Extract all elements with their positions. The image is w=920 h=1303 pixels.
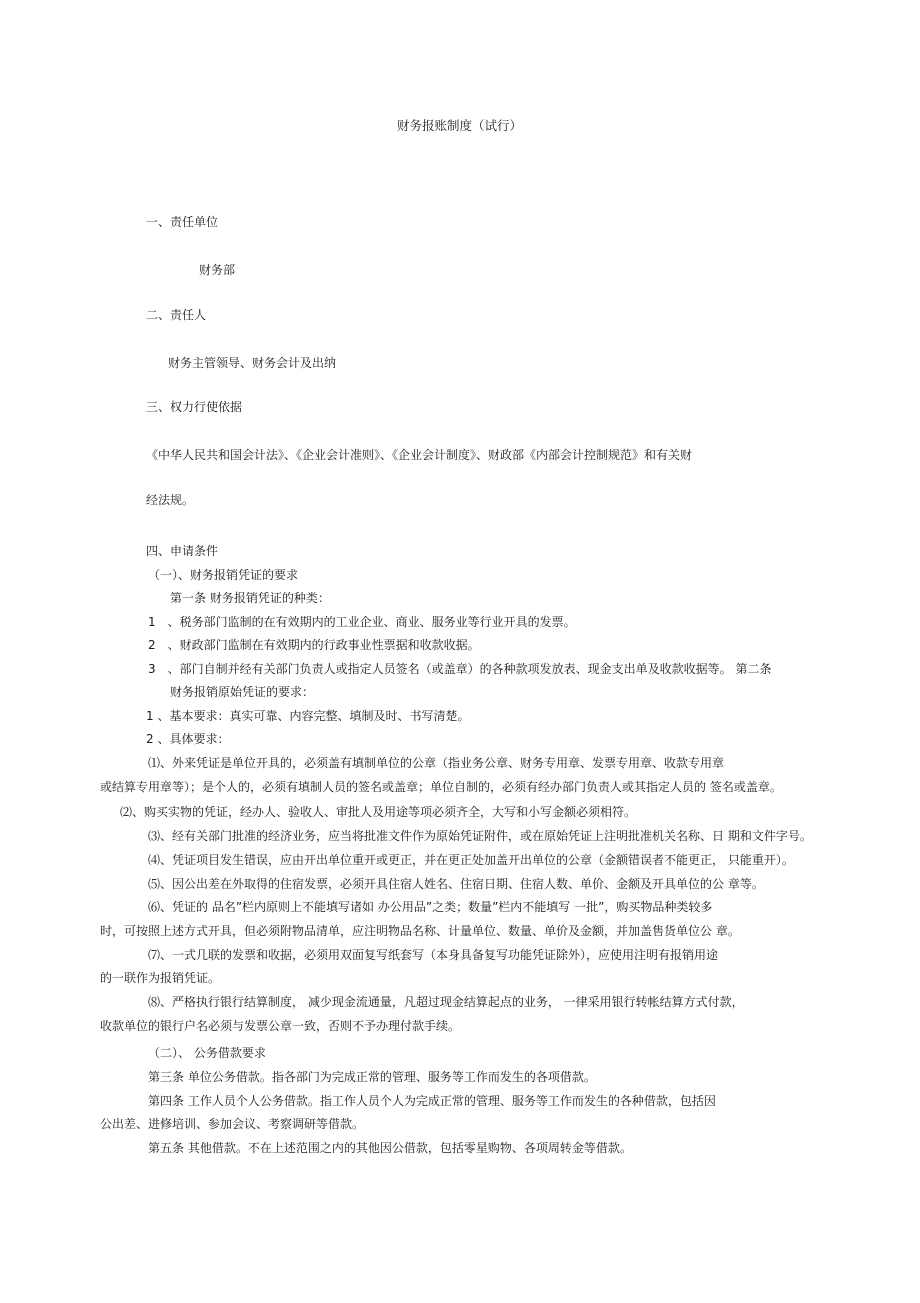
- section-heading-responsible-person: 二、责任人: [146, 308, 207, 322]
- article-3: 第三条 单位公务借款。指各部门为完成正常的管理、服务等工作而发生的各项借款。: [148, 1070, 596, 1084]
- requirement-1-line2: 或结算专用章等）；是个人的，必须有填制人员的签名或盖章；单位自制的，必须有经办部门负责人或其指定人员的 签名或盖章。: [100, 780, 782, 794]
- requirement-7-line1: ⑺、一式几联的发票和收据，必须用双面复写纸套写（本身具备复写功能凭证除外），应使用注明有报销用途: [148, 948, 719, 962]
- requirement-3: ⑶、经有关部门批准的经济业务，应当将批准文件作为原始凭证附件，或在原始凭证上注明批准机关名称、日 期和文件字号。: [148, 829, 812, 843]
- requirement-4: ⑷、凭证项目发生错误，应由开出单位重开或更正，并在更正处加盖开出单位的公章（金额错误者不能更正， 只能重开）。: [148, 853, 794, 867]
- section-body-legal-basis-line2: 经法规。: [146, 493, 195, 507]
- article-5: 第五条 其他借款。不在上述范围之内的其他因公借款，包括零星购物、各项周转金等借款。: [148, 1141, 632, 1155]
- requirement-7-line2: 的一联作为报销凭证。: [100, 971, 221, 985]
- requirement-8-line2: 收款单位的银行户名必须与发票公章一致，否则不予办理付款手续。: [100, 1019, 461, 1033]
- requirement-6-line2: 时，可按照上述方式开具，但必须附物品清单，应注明物品名称、计量单位、数量、单价及金额，并加盖售货单位公 章。: [100, 924, 740, 938]
- article-2-item-2: 2 、具体要求：: [146, 732, 230, 746]
- article-1-heading: 第一条 财务报销凭证的种类：: [170, 591, 330, 605]
- article-1-item-2: 2 、财政部门监制在有效期内的行政事业性票据和收款收据。: [148, 638, 480, 652]
- section-body-legal-basis-line1: 《中华人民共和国会计法》、《企业会计准则》、《企业会计制度》、财政部《内部会计控制规范》和有关财: [146, 448, 693, 462]
- article-2-heading: 财务报销原始凭证的要求：: [170, 685, 315, 699]
- section-heading-conditions: 四、申请条件: [146, 544, 219, 558]
- document-title: 财务报账制度（试行）: [397, 118, 523, 133]
- article-4-line2: 公出差、进修培训、参加会议、考察调研等借款。: [100, 1117, 365, 1131]
- section-heading-legal-basis: 三、权力行使依据: [146, 400, 243, 414]
- requirement-2: ⑵、购买实物的凭证，经办人、验收人、审批人及用途等项必须齐全，大写和小写金额必须相符。: [120, 805, 637, 819]
- article-1-item-3: 3 、部门自制并经有关部门负责人或指定人员签名（或盖章）的各种款项发放表、现金支出单及收款收据等。 第二条: [148, 662, 772, 676]
- requirement-6-line1: ⑹、凭证的 品名”栏内原则上不能填写诸如 办公用品”之类；数量”栏内不能填写 一批”，购买物品种类较多: [148, 900, 713, 914]
- subsection-voucher-requirements: （一）、财务报销凭证的要求: [148, 568, 299, 582]
- requirement-1-line1: ⑴、外来凭证是单位开具的，必须盖有填制单位的公章（指业务公章、财务专用章、发票专用章、收款专用章: [148, 756, 725, 770]
- requirement-8-line1: ⑻、严格执行银行结算制度， 减少现金流通量，凡超过现金结算起点的业务， 一律采用银行转帐结算方式付款，: [148, 995, 744, 1009]
- section-heading-responsible-unit: 一、责任单位: [146, 215, 219, 229]
- article-4-line1: 第四条 工作人员个人公务借款。指工作人员个人为完成正常的管理、服务等工作而发生的各种借款，包括因: [148, 1094, 716, 1108]
- section-body-responsible-person: 财务主管领导、财务会计及出纳: [168, 356, 337, 370]
- article-2-item-1: 1 、基本要求：真实可靠、内容完整、填制及时、书写清楚。: [146, 709, 470, 723]
- section-body-responsible-unit: 财务部: [199, 263, 236, 277]
- article-1-item-1: 1 、税务部门监制的在有效期内的工业企业、商业、服务业等行业开具的发票。: [148, 615, 576, 629]
- subsection-loan-requirements: （二）、 公务借款要求: [148, 1046, 266, 1060]
- requirement-5: ⑸、因公出差在外取得的住宿发票，必须开具住宿人姓名、住宿日期、住宿人数、单价、金额及开具单位的公 章等。: [148, 877, 764, 891]
